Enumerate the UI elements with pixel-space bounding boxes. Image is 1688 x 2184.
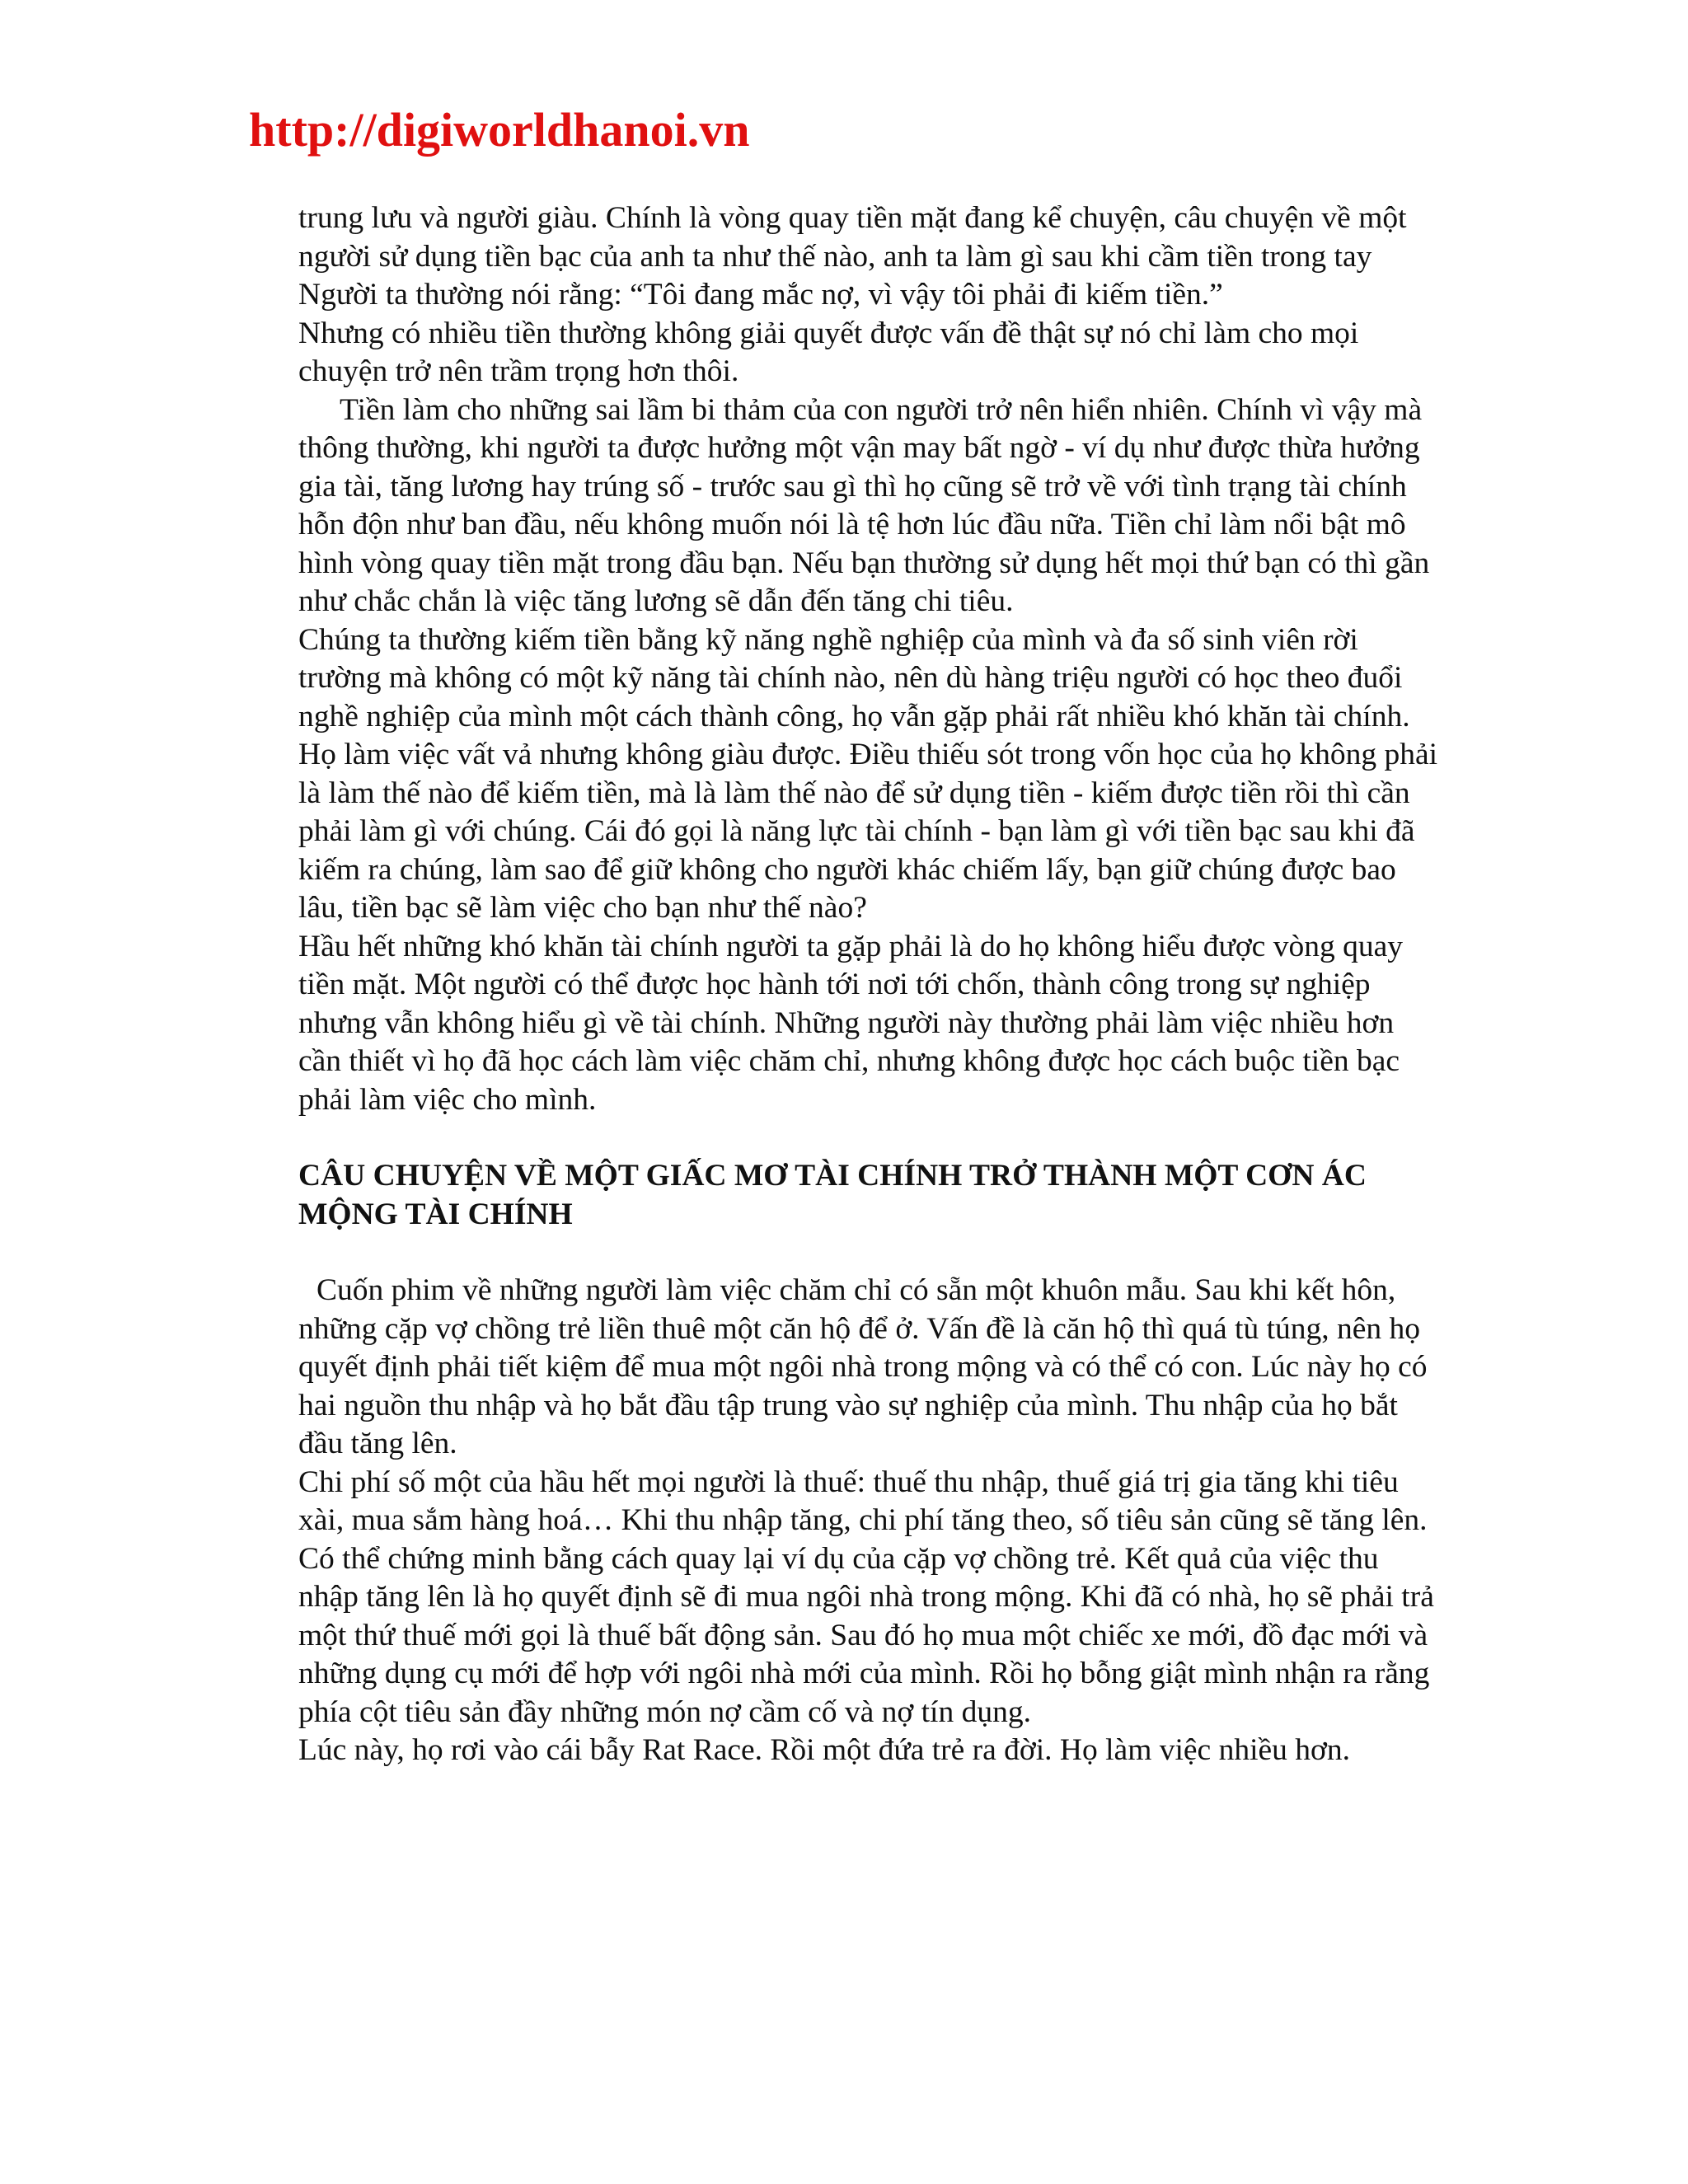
paragraph: trung lưu và người giàu. Chính là vòng quay tiền mặt đang kể chuyện, câu chuyện về một người sử dụng tiền bạc của anh ta như thế nào, anh ta làm gì sau khi cầm tiền trong tay [298, 201, 1407, 274]
paragraph: Hầu hết những khó khăn tài chính người ta gặp phải là do họ không hiểu được vòng quay tiền mặt. Một người có thể được học hành tới nơi tới chốn, thành công trong sự nghiệp nhưng vẫn không hiểu gì về tài chính. Những người này thường phải làm việc nhiều hơn cần thiết vì họ đã học cách làm việc chăm chỉ, nhưng không được học cách buộc tiền bạc phải làm việc cho mình. [298, 929, 1403, 1117]
header-url: http://digiworldhanoi.vn [249, 103, 750, 157]
paragraph: Tiền làm cho những sai lầm bi thảm của con người trở nên hiển nhiên. Chính vì vậy mà thông thường, khi người ta được hưởng một vận may bất ngờ - ví dụ như được thừa hưởng gia tài, tăng lương hay trúng số - trước sau gì thì họ cũng sẽ trở về với tình trạng tài chính hỗn độn như ban đầu, nếu không muốn nói là tệ hơn lúc đầu nữa. Tiền chỉ làm nổi bật mô hình vòng quay tiền mặt trong đầu bạn. Nếu bạn thường sử dụng hết mọi thứ bạn có thì gần như chắc chắn là việc tăng lương sẽ dẫn đến tăng chi tiêu. [298, 392, 1430, 618]
document-body [298, 199, 1444, 1770]
paragraph: Cuốn phim về những người làm việc chăm chỉ có sẵn một khuôn mẫu. Sau khi kết hôn, những cặp vợ chồng trẻ liền thuê một căn hộ để ở. Vấn đề là căn hộ thì quá tù túng, nên họ quyết định phải tiết kiệm để mua một ngôi nhà trong mộng và có thể có con. Lúc này họ có hai nguồn thu nhập và họ bắt đầu tập trung vào sự nghiệp của mình. Thu nhập của họ bắt đầu tăng lên. [298, 1273, 1428, 1460]
spacer [298, 1234, 1444, 1272]
spacer [298, 1119, 1444, 1157]
paragraph: Chi phí số một của hầu hết mọi người là thuế: thuế thu nhập, thuế giá trị gia tăng khi tiêu xài, mua sắm hàng hoá… Khi thu nhập tăng, chi phí tăng theo, số tiêu sản cũng sẽ tăng lên. [298, 1465, 1428, 1537]
section-heading: CÂU CHUYỆN VỀ MỘT GIẤC MƠ TÀI CHÍNH TRỞ THÀNH MỘT CƠN ÁC MỘNG TÀI CHÍNH [298, 1159, 1367, 1231]
paragraph: Có thể chứng minh bằng cách quay lại ví dụ của cặp vợ chồng trẻ. Kết quả của việc thu nhập tăng lên là họ quyết định sẽ đi mua ngôi nhà trong mộng. Khi đã có nhà, họ sẽ phải trả một thứ thuế mới gọi là thuế bất động sản. Sau đó họ mua một chiếc xe mới, đồ đạc mới và những dụng cụ mới để hợp với ngôi nhà mới của mình. Rồi họ bỗng giật mình nhận ra rằng phía cột tiêu sản đầy những món nợ cầm cố và nợ tín dụng. [298, 1541, 1434, 1729]
paragraph: Người ta thường nói rằng: “Tôi đang mắc nợ, vì vậy tôi phải đi kiếm tiền.” [298, 278, 1223, 312]
paragraph: Chúng ta thường kiếm tiền bằng kỹ năng nghề nghiệp của mình và đa số sinh viên rời trường mà không có một kỹ năng tài chính nào, nên dù hàng triệu người có học theo đuổi nghề nghiệp của mình một cách thành công, họ vẫn gặp phải rất nhiều khó khăn tài chính. Họ làm việc vất vả nhưng không giàu được. Điều thiếu sót trong vốn học của họ không phải là làm thế nào để kiếm tiền, mà là làm thế nào để sử dụng tiền - kiếm được tiền rồi thì cần phải làm gì với chúng. Cái đó gọi là năng lực tài chính - bạn làm gì với tiền bạc sau khi đã kiếm ra chúng, làm sao để giữ không cho người khác chiếm lấy, bạn giữ chúng được bao lâu, tiền bạc sẽ làm việc cho bạn như thế nào? [298, 622, 1438, 925]
paragraph: Nhưng có nhiều tiền thường không giải quyết được vấn đề thật sự nó chỉ làm cho mọi chuyện trở nên trầm trọng hơn thôi. [298, 316, 1359, 388]
paragraph: Lúc này, họ rơi vào cái bẫy Rat Race. Rồi một đứa trẻ ra đời. Họ làm việc nhiều hơn. [298, 1733, 1350, 1767]
